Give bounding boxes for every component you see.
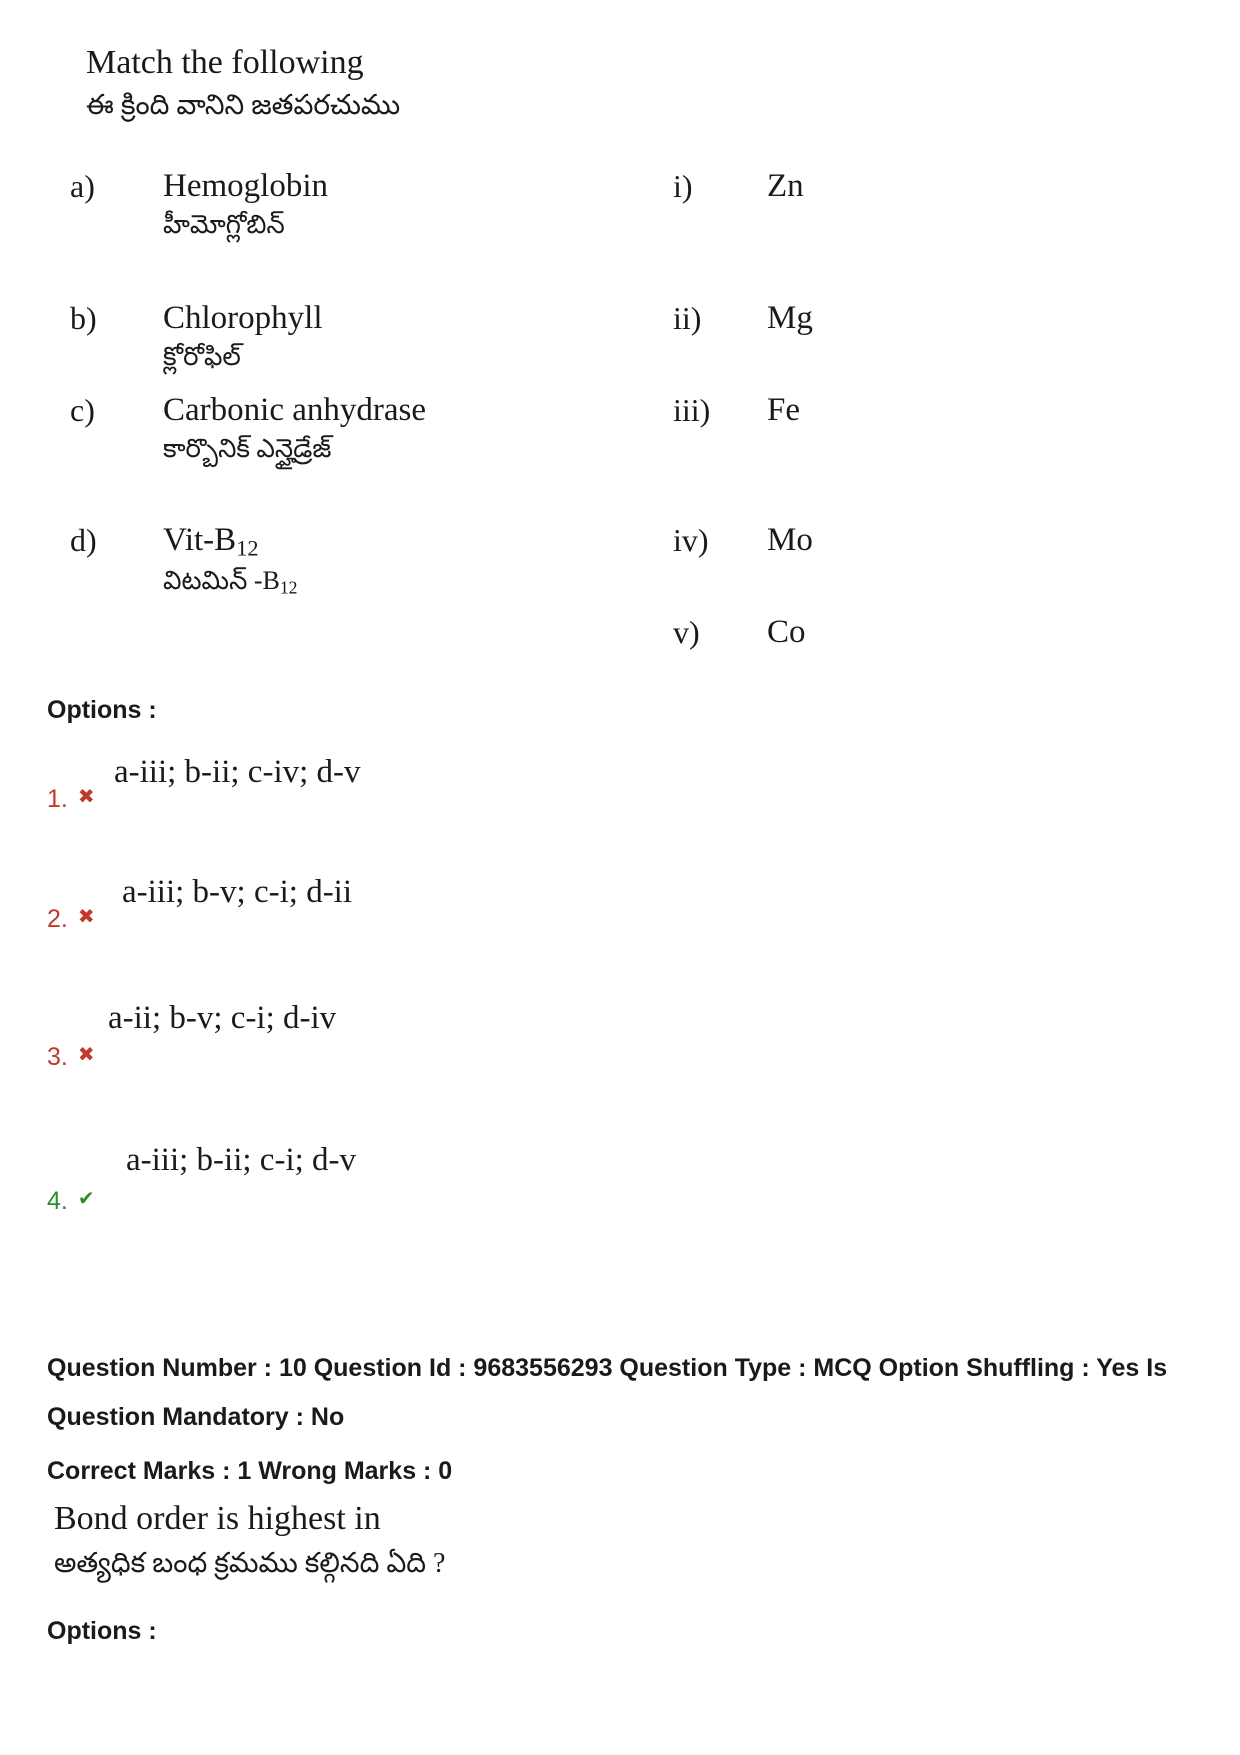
option-3-text: a-ii; b-v; c-i; d-iv: [108, 1000, 337, 1036]
item-c-label: c): [70, 392, 95, 428]
question-meta-line2: Question Mandatory : No: [47, 1403, 345, 1431]
option-2[interactable]: [47, 904, 95, 934]
match-iv-label: iv): [673, 522, 709, 558]
match-i-value: Zn: [767, 168, 804, 204]
option-2-number: 2.: [47, 905, 68, 933]
cross-icon: ✖: [77, 906, 95, 928]
option-3-number: 3.: [47, 1043, 68, 1071]
match-v-label: v): [673, 614, 700, 650]
option-4-text: a-iii; b-ii; c-i; d-v: [126, 1142, 357, 1178]
question-meta-line1: Question Number : 10 Question Id : 9683556293 Question Type : MCQ Option Shuffling : Yes Is: [47, 1354, 1168, 1382]
options-heading: Options :: [47, 696, 157, 724]
check-icon: ✔: [77, 1188, 95, 1210]
item-c-telugu: కార్బొనిక్ ఎన్హైడ్రేజ్: [163, 434, 332, 463]
match-v-value: Co: [767, 614, 806, 650]
match-iii-value: Fe: [767, 392, 800, 428]
option-4-number: 4.: [47, 1187, 68, 1215]
item-d-english: Vit-$B_{12}$: [163, 522, 259, 561]
question-title: Match the following: [86, 44, 364, 81]
question-2-title: Bond order is highest in: [54, 1500, 381, 1537]
item-d-telugu: విటమిన్ $-B_{12}$: [163, 566, 298, 598]
option-3[interactable]: [47, 1042, 95, 1072]
marks-line: Correct Marks : 1 Wrong Marks : 0: [47, 1457, 453, 1485]
item-c-english: Carbonic anhydrase: [163, 392, 426, 428]
match-ii-label: ii): [673, 300, 702, 336]
item-b-label: b): [70, 300, 97, 336]
match-i-label: i): [673, 168, 693, 204]
match-ii-value: Mg: [767, 300, 813, 336]
option-1-text: a-iii; b-ii; c-iv; d-v: [114, 754, 361, 790]
item-a-label: a): [70, 168, 95, 204]
item-b-telugu: క్లోరోఫిల్: [163, 342, 241, 371]
item-d-label: d): [70, 522, 97, 558]
option-1-number: 1.: [47, 785, 68, 813]
item-a-english: Hemoglobin: [163, 168, 328, 204]
question-2-title-telugu: అత్యధిక బంధ క్రమము కల్గినది ఏది ?: [54, 1548, 446, 1579]
match-iv-value: Mo: [767, 522, 813, 558]
item-a-telugu: హీమోగ్లోబిన్: [163, 210, 285, 239]
match-iii-label: iii): [673, 392, 711, 428]
option-4[interactable]: [47, 1186, 95, 1216]
options-heading-2: Options :: [47, 1617, 157, 1645]
cross-icon: ✖: [77, 786, 95, 808]
item-b-english: Chlorophyll: [163, 300, 323, 336]
option-1[interactable]: [47, 784, 95, 814]
cross-icon: ✖: [77, 1044, 95, 1066]
question-title-telugu: ఈ క్రింది వానిని జతపరచుము: [86, 90, 401, 121]
option-2-text: a-iii; b-v; c-i; d-ii: [122, 874, 353, 910]
